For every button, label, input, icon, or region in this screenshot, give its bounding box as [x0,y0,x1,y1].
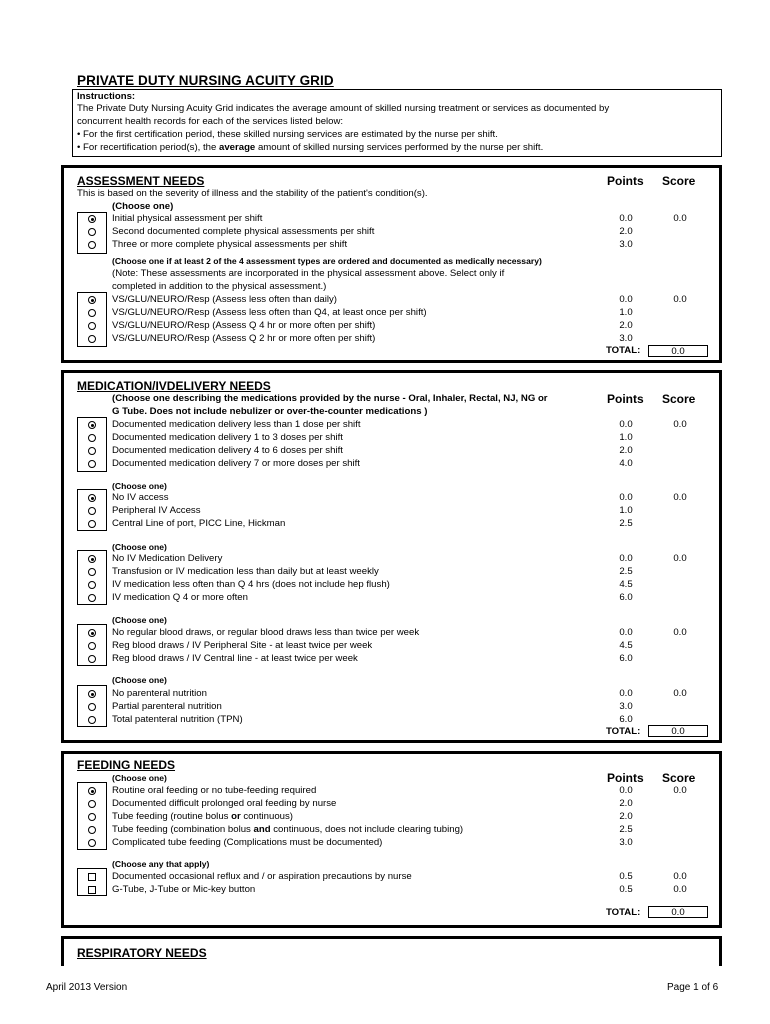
option-label: No parenteral nutrition [112,688,207,699]
option-label: IV medication less often than Q 4 hrs (does not include hep flush) [112,579,390,590]
points-value: 2.0 [619,320,633,331]
score-value: 0.0 [673,553,687,564]
points-header: Points [607,174,644,188]
points-value: 0.0 [619,419,633,430]
radio-button[interactable] [88,507,96,515]
instructions-line: The Private Duty Nursing Acuity Grid indicates the average amount of skilled nursing treatment or services as documented by [77,103,610,114]
choose-instruction: (Choose one if at least 2 of the 4 assessment types are ordered and documented as medically necessary) [112,256,542,266]
option-label: Three or more complete physical assessments per shift [112,239,348,250]
score-value: 0.0 [673,492,687,503]
option-label: Reg blood draws / IV Central line - at least twice per week [112,653,358,664]
assessment-title: ASSESSMENT NEEDS [77,174,205,188]
score-header: Score [662,771,696,785]
option-label: Documented medication delivery 4 to 6 doses per shift [112,445,343,456]
points-value: 1.0 [619,432,633,443]
points-header: Points [607,392,644,406]
radio-button[interactable] [88,703,96,711]
total-label: TOTAL: [606,345,641,356]
option-label: Complicated tube feeding (Complications must be documented) [112,837,383,848]
option-label: No IV access [112,492,169,503]
score-header: Score [662,174,696,188]
instructions-box [72,89,722,157]
radio-button[interactable] [88,594,96,602]
option-label: Total patenteral nutrition (TPN) [112,714,243,725]
option-label: Peripheral IV Access [112,505,201,516]
radio-button[interactable] [88,421,96,429]
choose-one-label: (Choose one) [112,615,167,625]
option-label: Documented medication delivery 7 or more doses per shift [112,458,360,469]
choose-one-label: (Choose one) [112,201,174,212]
score-value: 0.0 [673,213,687,224]
choose-instruction: (Choose one describing the medications provided by the nurse - Oral, Inhaler, Rectal, NJ, NG or [112,393,548,404]
points-value: 3.0 [619,239,633,250]
points-value: 2.0 [619,798,633,809]
points-value: 6.0 [619,714,633,725]
assessment-desc: This is based on the severity of illness and the stability of the patient's condition(s). [77,188,428,199]
points-value: 0.0 [619,688,633,699]
choose-one-label: (Choose one) [112,675,167,685]
page-title: PRIVATE DUTY NURSING ACUITY GRID [77,73,334,88]
option-label: Central Line of port, PICC Line, Hickman [112,518,286,529]
points-header: Points [607,771,644,785]
points-value: 2.5 [619,566,633,577]
option-label: Documented medication delivery 1 to 3 doses per shift [112,432,343,443]
radio-button[interactable] [88,555,96,563]
checkbox[interactable] [88,873,96,881]
score-header: Score [662,392,696,406]
points-value: 1.0 [619,307,633,318]
points-value: 2.5 [619,518,633,529]
radio-button[interactable] [88,215,96,223]
points-value: 6.0 [619,653,633,664]
radio-button[interactable] [88,447,96,455]
option-label: No regular blood draws, or regular blood draws less than twice per week [112,627,420,638]
option-label: Routine oral feeding or no tube-feeding required [112,785,317,796]
total-value: 0.0 [648,906,708,918]
option-label: Transfusion or IV medication less than daily but at least weekly [112,566,379,577]
radio-button[interactable] [88,629,96,637]
total-value: 0.0 [648,725,708,737]
feeding-title: FEEDING NEEDS [77,758,176,772]
radio-button[interactable] [88,787,96,795]
total-label: TOTAL: [606,907,641,918]
points-value: 0.0 [619,492,633,503]
points-value: 0.0 [619,785,633,796]
instructions-bullet: • For the first certification period, these skilled nursing services are estimated by the nurse per shift. [77,129,498,140]
option-label: IV medication Q 4 or more often [112,592,248,603]
respiratory-title: RESPIRATORY NEEDS [77,946,207,960]
score-value: 0.0 [673,688,687,699]
score-value: 0.0 [673,871,687,882]
choose-instruction: G Tube. Does not include nebulizer or over-the-counter medications ) [112,406,428,417]
points-value: 0.0 [619,627,633,638]
radio-button[interactable] [88,690,96,698]
option-label: Tube feeding (routine bolus or continuous) [112,811,293,822]
radio-button[interactable] [88,309,96,317]
choose-one-label: (Choose one) [112,773,167,783]
radio-button[interactable] [88,826,96,834]
radio-button[interactable] [88,241,96,249]
points-value: 3.0 [619,333,633,344]
footer-page-number: Page 1 of 6 [667,982,719,993]
radio-button[interactable] [88,581,96,589]
radio-button[interactable] [88,839,96,847]
instructions-bullet: • For recertification period(s), the average amount of skilled nursing services performed by the nurse per shift. [77,142,544,153]
score-value: 0.0 [673,627,687,638]
score-value: 0.0 [673,785,687,796]
option-label: G-Tube, J-Tube or Mic-key button [112,884,256,895]
points-value: 0.5 [619,871,633,882]
radio-button[interactable] [88,296,96,304]
radio-button[interactable] [88,322,96,330]
points-value: 0.0 [619,294,633,305]
radio-button[interactable] [88,460,96,468]
radio-button[interactable] [88,494,96,502]
total-label: TOTAL: [606,726,641,737]
radio-button[interactable] [88,800,96,808]
radio-button[interactable] [88,568,96,576]
points-value: 3.0 [619,837,633,848]
score-value: 0.0 [673,294,687,305]
points-value: 4.0 [619,458,633,469]
option-label: Tube feeding (combination bolus and continuous, does not include clearing tubing) [112,824,464,835]
points-value: 6.0 [619,592,633,603]
choose-any-label: (Choose any that apply) [112,859,210,869]
option-label: No IV Medication Delivery [112,553,223,564]
radio-button[interactable] [88,813,96,821]
points-value: 2.0 [619,226,633,237]
medication-title: MEDICATION/IVDELIVERY NEEDS [77,379,271,393]
radio-button[interactable] [88,520,96,528]
total-value: 0.0 [648,345,708,357]
radio-button[interactable] [88,228,96,236]
footer-version: April 2013 Version [46,982,128,993]
points-value: 0.0 [619,213,633,224]
option-label: Documented occasional reflux and / or aspiration precautions by nurse [112,871,412,882]
points-value: 4.5 [619,579,633,590]
option-label: Second documented complete physical assessments per shift [112,226,375,237]
option-label: Partial parenteral nutrition [112,701,222,712]
instructions-label: Instructions: [77,91,136,102]
option-label: VS/GLU/NEURO/Resp (Assess less often than Q4, at least once per shift) [112,307,427,318]
option-label: VS/GLU/NEURO/Resp (Assess Q 2 hr or more often per shift) [112,333,376,344]
radio-button[interactable] [88,655,96,663]
points-value: 2.5 [619,824,633,835]
points-value: 3.0 [619,701,633,712]
points-value: 1.0 [619,505,633,516]
note-text: completed in addition to the physical assessment.) [112,281,327,292]
score-value: 0.0 [673,884,687,895]
points-value: 0.0 [619,553,633,564]
points-value: 2.0 [619,445,633,456]
choose-one-label: (Choose one) [112,542,167,552]
checkbox[interactable] [88,886,96,894]
points-value: 2.0 [619,811,633,822]
score-value: 0.0 [673,419,687,430]
points-value: 0.5 [619,884,633,895]
option-label: Documented medication delivery less than 1 dose per shift [112,419,361,430]
radio-button[interactable] [88,335,96,343]
option-label: Documented difficult prolonged oral feeding by nurse [112,798,337,809]
radio-button[interactable] [88,642,96,650]
choose-one-label: (Choose one) [112,481,167,491]
option-label: VS/GLU/NEURO/Resp (Assess Q 4 hr or more often per shift) [112,320,376,331]
note-text: (Note: These assessments are incorporated in the physical assessment above. Select only if [112,268,505,279]
points-value: 4.5 [619,640,633,651]
instructions-line: concurrent health records for each of the services listed below: [77,116,344,127]
option-label: Reg blood draws / IV Peripheral Site - at least twice per week [112,640,373,651]
option-label: Initial physical assessment per shift [112,213,263,224]
radio-button[interactable] [88,434,96,442]
radio-button[interactable] [88,716,96,724]
option-label: VS/GLU/NEURO/Resp (Assess less often than daily) [112,294,338,305]
